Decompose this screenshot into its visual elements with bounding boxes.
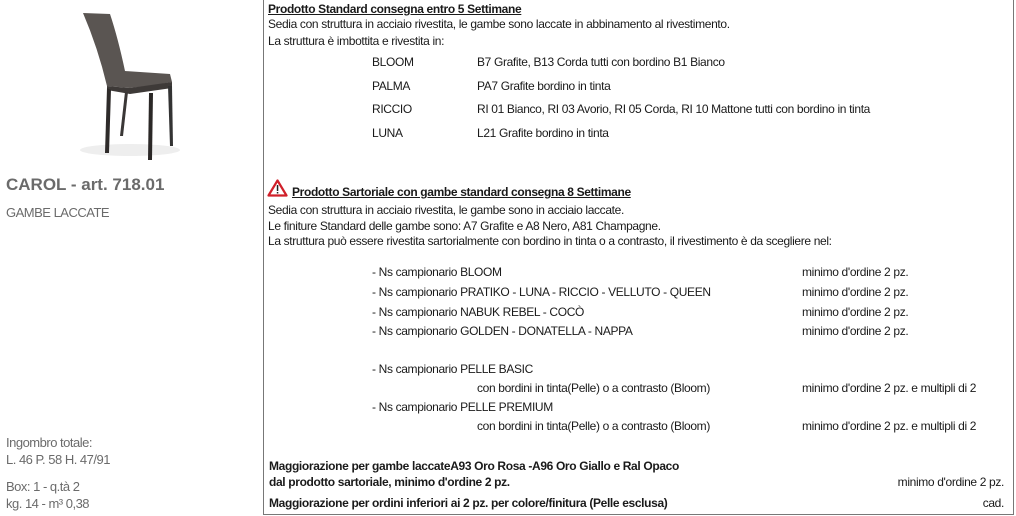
option-min: minimo d'ordine 2 pz. xyxy=(802,285,909,299)
fabric-desc: PA7 Grafite bordino in tinta xyxy=(477,79,611,93)
leather-sub: con bordini in tinta(Pelle) o a contrasto (Bloom) xyxy=(477,381,710,395)
fabric-desc: L21 Grafite bordino in tinta xyxy=(477,126,609,140)
sartoriale-heading: Prodotto Sartoriale con gambe standard consegna 8 Settimane xyxy=(292,185,631,199)
dimensions-label: Ingombro totale: xyxy=(6,435,92,450)
sartoriale-line: La struttura può essere rivestita sartorialmente con bordino in tinta o a contrasto, il rivestimento è da scegliere nel: xyxy=(268,234,832,248)
standard-heading: Prodotto Standard consegna entro 5 Settimane xyxy=(268,2,522,16)
column-divider xyxy=(263,0,264,515)
product-subtitle: GAMBE LACCATE xyxy=(6,205,110,220)
option-min: minimo d'ordine 2 pz. xyxy=(802,305,909,319)
option-label: - Ns campionario BLOOM xyxy=(372,265,502,279)
option-min: minimo d'ordine 2 pz. xyxy=(802,324,909,338)
box-info: Box: 1 - q.tà 2 xyxy=(6,479,80,494)
surcharge-unit: cad. xyxy=(982,496,1004,510)
fabric-name: LUNA xyxy=(372,126,403,140)
option-label: - Ns campionario PRATIKO - LUNA - RICCIO - VELLUTO - QUEEN xyxy=(372,285,711,299)
standard-line: Sedia con struttura in acciaio rivestita, le gambe sono laccate in abbinamento al rivestimento. xyxy=(268,17,730,31)
fabric-name: RICCIO xyxy=(372,102,412,116)
leather-min: minimo d'ordine 2 pz. e multipli di 2 xyxy=(802,419,977,433)
surcharge-min: minimo d'ordine 2 pz. xyxy=(897,475,1004,489)
weight-info: kg. 14 - m³ 0,38 xyxy=(6,496,90,511)
leather-label: - Ns campionario PELLE PREMIUM xyxy=(372,400,553,414)
chair-image xyxy=(70,8,190,160)
surcharge-line: Maggiorazione per gambe laccateA93 Oro Rosa -A96 Oro Giallo e Ral Opaco xyxy=(269,459,679,473)
fabric-desc: B7 Grafite, B13 Corda tutti con bordino B1 Bianco xyxy=(477,55,725,69)
warning-icon xyxy=(267,179,288,197)
sartoriale-line: Le finiture Standard delle gambe sono: A7 Grafite e A8 Nero, A81 Champagne. xyxy=(268,219,661,233)
leather-min: minimo d'ordine 2 pz. e multipli di 2 xyxy=(802,381,977,395)
bottom-border xyxy=(263,514,1014,515)
sartoriale-line: Sedia con struttura in acciaio rivestita, le gambe sono in acciaio laccate. xyxy=(268,203,624,217)
leather-sub: con bordini in tinta(Pelle) o a contrasto (Bloom) xyxy=(477,419,710,433)
fabric-name: PALMA xyxy=(372,79,411,93)
leather-label: - Ns campionario PELLE BASIC xyxy=(372,362,533,376)
option-label: - Ns campionario GOLDEN - DONATELLA - NAPPA xyxy=(372,324,633,338)
standard-line: La struttura è imbottita e rivestita in: xyxy=(268,34,445,48)
surcharge-line: Maggiorazione per ordini inferiori ai 2 pz. per colore/finitura (Pelle esclusa) xyxy=(269,496,668,510)
option-label: - Ns campionario NABUK REBEL - COCÒ xyxy=(372,305,585,319)
right-border xyxy=(1013,0,1014,515)
product-title: CAROL - art. 718.01 xyxy=(6,175,165,194)
surcharge-line: dal prodotto sartoriale, minimo d'ordine 2 pz. xyxy=(269,475,510,489)
option-min: minimo d'ordine 2 pz. xyxy=(802,265,909,279)
dimensions: L. 46 P. 58 H. 47/91 xyxy=(6,452,110,467)
fabric-name: BLOOM xyxy=(372,55,414,69)
fabric-desc: RI 01 Bianco, RI 03 Avorio, RI 05 Corda, RI 10 Mattone tutti con bordino in tinta xyxy=(477,102,870,116)
